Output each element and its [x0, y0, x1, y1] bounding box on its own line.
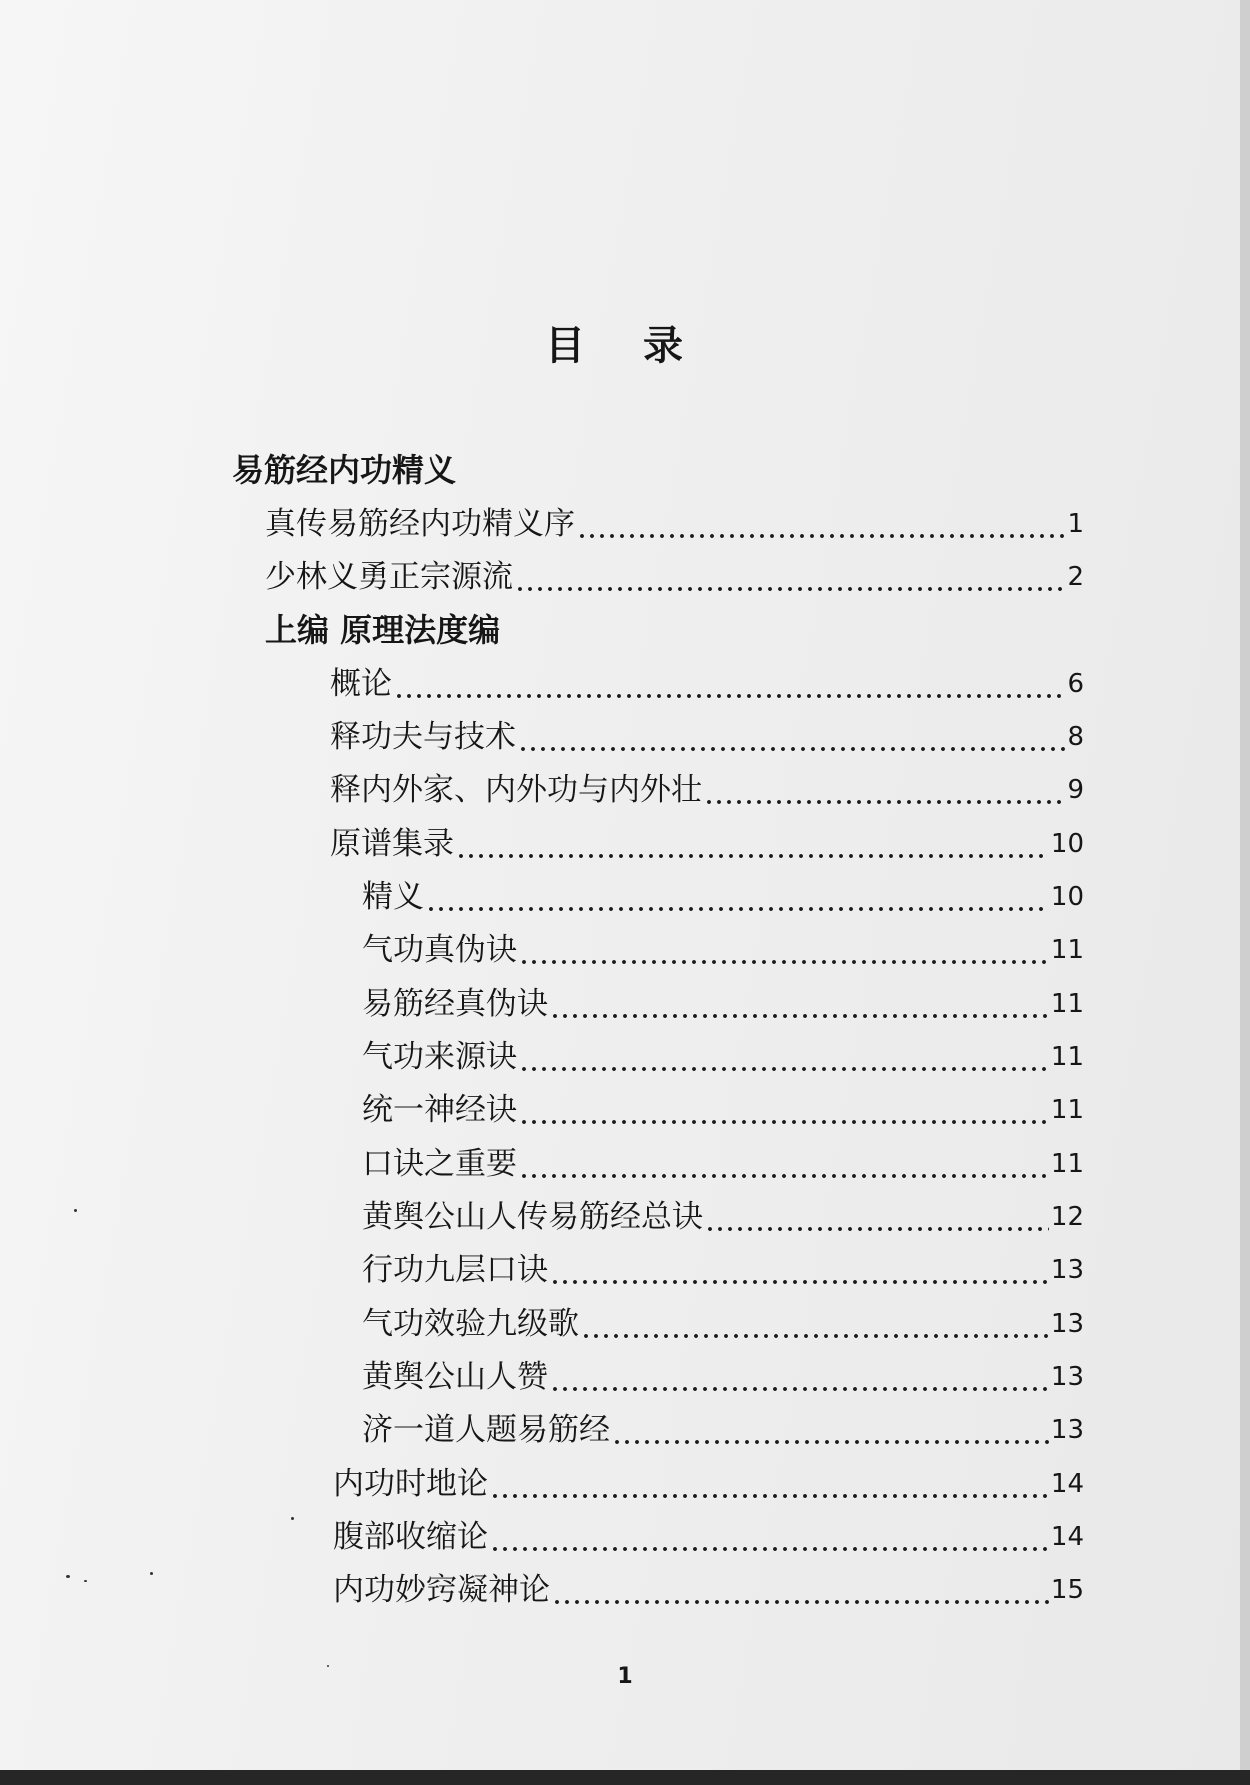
toc-entry-page: 11 — [1050, 1149, 1084, 1179]
toc-entry-label: 原谱集录 — [330, 826, 454, 862]
book-title: 易筋经内功精义 — [232, 451, 457, 489]
toc-entry-page: 15 — [1050, 1575, 1084, 1605]
toc-entry[interactable] — [362, 1193, 1084, 1241]
toc-entry-page: 13 — [1050, 1415, 1084, 1445]
scan-speck — [327, 1665, 329, 1667]
toc-entry-page: 13 — [1050, 1309, 1084, 1339]
toc-entry-page: 8 — [1067, 722, 1084, 752]
toc-entry-label: 统一神经诀 — [362, 1092, 517, 1128]
page-number: 1 — [617, 1664, 633, 1689]
page-title: 目 录 — [545, 323, 705, 369]
toc-entry[interactable] — [265, 500, 1084, 548]
toc-entry[interactable] — [330, 660, 1084, 708]
toc-entry[interactable] — [362, 926, 1084, 974]
toc-entry-label: 内功妙窍凝神论 — [333, 1572, 550, 1608]
toc-entry-label: 内功时地论 — [333, 1466, 488, 1502]
toc-entry-page: 10 — [1050, 829, 1084, 859]
toc-entry-label: 易筋经真伪诀 — [362, 986, 548, 1022]
dot-leader — [704, 766, 1065, 814]
toc-entry[interactable] — [333, 1460, 1084, 1508]
toc-entry-label: 气功来源诀 — [362, 1039, 517, 1075]
dot-leader — [577, 500, 1065, 548]
toc-entry-page: 1 — [1067, 509, 1084, 539]
toc-entry-label: 真传易筋经内功精义序 — [265, 506, 575, 542]
toc-entry[interactable] — [362, 980, 1084, 1028]
toc-entry-label: 气功真伪诀 — [362, 932, 517, 968]
toc-entry[interactable] — [333, 1566, 1084, 1614]
toc-entry-page: 14 — [1050, 1469, 1084, 1499]
toc-entry-label: 概论 — [330, 666, 392, 702]
toc-entry[interactable] — [330, 820, 1084, 868]
toc-entry[interactable] — [362, 1246, 1084, 1294]
toc-entry-page: 9 — [1067, 775, 1084, 805]
toc-entry-label: 少林义勇正宗源流 — [265, 559, 513, 595]
toc-entry[interactable] — [333, 1513, 1084, 1561]
toc-entry-page: 13 — [1050, 1362, 1084, 1392]
toc-entry-page: 6 — [1067, 669, 1084, 699]
toc-entry-page: 14 — [1050, 1522, 1084, 1552]
toc-entry-page: 2 — [1067, 562, 1084, 592]
dot-leader — [550, 1246, 1049, 1294]
dot-leader — [490, 1513, 1049, 1561]
toc-entry-page: 11 — [1050, 1042, 1084, 1072]
dot-leader — [550, 980, 1049, 1028]
scan-speck — [66, 1575, 70, 1578]
scan-speck — [74, 1209, 77, 1212]
scan-speck — [150, 1572, 153, 1575]
dot-leader — [394, 660, 1065, 708]
dot-leader — [515, 553, 1065, 601]
toc-entry-page: 13 — [1050, 1255, 1084, 1285]
scan-speck — [84, 1580, 87, 1582]
toc-entry[interactable] — [362, 873, 1084, 921]
dot-leader — [426, 873, 1049, 921]
toc-entry[interactable] — [362, 1086, 1084, 1134]
toc-entry-label: 黄舆公山人传易筋经总诀 — [362, 1199, 703, 1235]
toc-entry[interactable] — [362, 1140, 1084, 1188]
toc-entry-page: 10 — [1050, 882, 1084, 912]
toc-entry[interactable] — [362, 1353, 1084, 1401]
dot-leader — [456, 820, 1049, 868]
toc-entry[interactable] — [362, 1406, 1084, 1454]
toc-entry-label: 行功九层口诀 — [362, 1252, 548, 1288]
dot-leader — [581, 1300, 1049, 1348]
toc-entry-label: 释内外家、内外功与内外壮 — [330, 772, 702, 808]
part-heading: 上编 原理法度编 — [265, 611, 501, 649]
toc-entry-label: 腹部收缩论 — [333, 1519, 488, 1555]
toc-entry-label: 济一道人题易筋经 — [362, 1412, 610, 1448]
dot-leader — [518, 713, 1065, 761]
dot-leader — [519, 1086, 1049, 1134]
toc-entry[interactable] — [330, 766, 1084, 814]
scan-speck — [291, 1517, 294, 1520]
scan-bottom-edge — [0, 1770, 1250, 1785]
dot-leader — [552, 1566, 1049, 1614]
toc-entry[interactable] — [330, 713, 1084, 761]
dot-leader — [519, 1033, 1049, 1081]
toc-entry[interactable] — [362, 1300, 1084, 1348]
dot-leader — [519, 926, 1049, 974]
toc-entry-label: 精义 — [362, 879, 424, 915]
dot-leader — [612, 1406, 1049, 1454]
dot-leader — [550, 1353, 1049, 1401]
toc-entry[interactable] — [362, 1033, 1084, 1081]
toc-entry-label: 口诀之重要 — [362, 1146, 517, 1182]
scan-edge — [1240, 0, 1250, 1785]
dot-leader — [490, 1460, 1049, 1508]
toc-entry-label: 释功夫与技术 — [330, 719, 516, 755]
toc-entry-page: 11 — [1050, 989, 1084, 1019]
toc-entry[interactable] — [265, 553, 1084, 601]
dot-leader — [519, 1140, 1049, 1188]
toc-entry-page: 12 — [1050, 1202, 1084, 1232]
toc-entry-label: 气功效验九级歌 — [362, 1306, 579, 1342]
toc-entry-label: 黄舆公山人赞 — [362, 1359, 548, 1395]
toc-entry-page: 11 — [1050, 1095, 1084, 1125]
dot-leader — [705, 1193, 1049, 1241]
toc-entry-page: 11 — [1050, 935, 1084, 965]
